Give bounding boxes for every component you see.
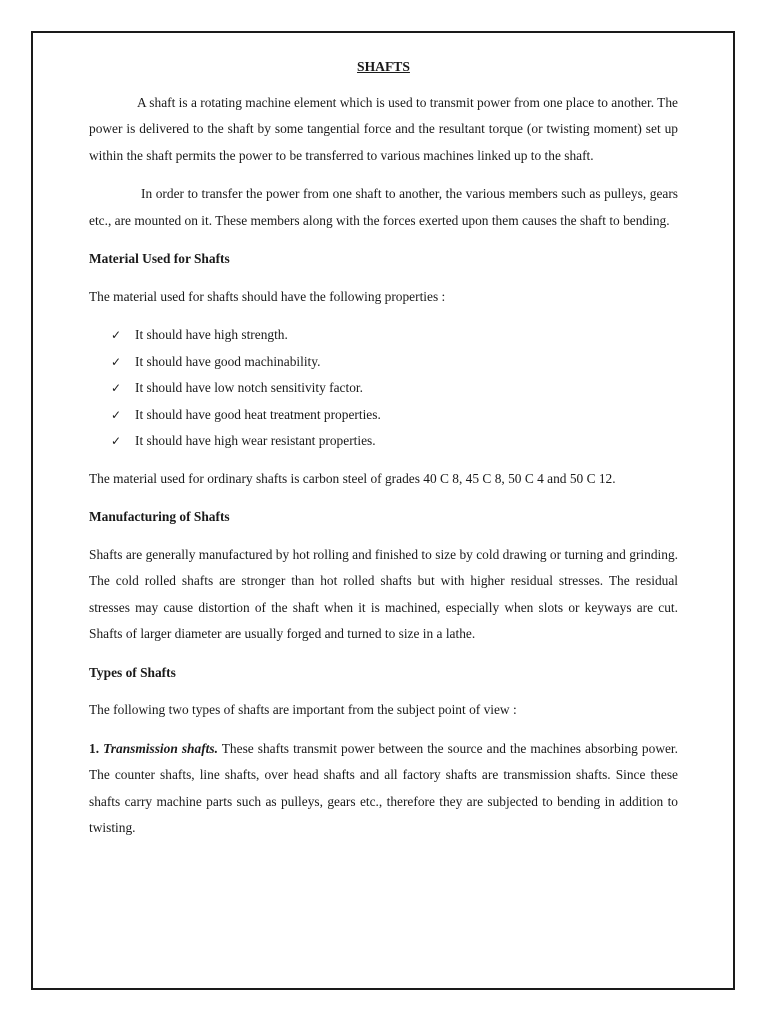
intro-paragraph-1: A shaft is a rotating machine element which is used to transmit power from one place to another. The power is delivered to the shaft by some tangential force and the resultant torque (or twisting moment) set up within the shaft permits the power to be transferred to various machines linked up to the shaft. — [89, 94, 678, 163]
item-number: 1. — [89, 740, 100, 756]
list-item-text: It should have high strength. — [135, 327, 288, 342]
checkmark-icon: ✓ — [111, 354, 122, 369]
list-item — [111, 322, 678, 349]
checkmark-icon: ✓ — [111, 328, 122, 342]
list-item — [111, 375, 678, 402]
material-heading: Material Used for Shafts — [89, 251, 230, 266]
checkmark-icon: ✓ — [111, 434, 122, 448]
list-item-text: It should have good machinability. — [135, 353, 321, 369]
manufacturing-text: Shafts are generally manufactured by hot rolling and finished to size by cold drawing or turning and grinding. The cold rolled shafts are stronger than hot rolled shafts but with higher residual stresses. The residual stresses may cause distortion of the shaft when it is machined, especially when slots or keyways are cut. Shafts of larger diameter are usually forged and turned to size in a lathe. — [89, 546, 678, 641]
list-item-text: It should have good heat treatment properties. — [135, 406, 381, 422]
list-item-text: It should have low notch sensitivity factor. — [135, 380, 363, 395]
list-item — [111, 349, 678, 376]
material-closing: The material used for ordinary shafts is carbon steel of grades 40 C 8, 45 C 8, 50 C 4 and 50 C 12. — [89, 470, 616, 486]
list-item — [111, 402, 678, 429]
checkmark-icon: ✓ — [111, 381, 122, 395]
document-title: SHAFTS — [357, 59, 410, 74]
item-term: Transmission shafts. — [103, 740, 218, 756]
transmission-shafts-paragraph — [89, 736, 678, 842]
material-lead: The material used for shafts should have the following properties : — [89, 288, 446, 304]
intro-paragraph-2: In order to transfer the power from one shaft to another, the various members such as pulleys, gears etc., are mounted on it. These members along with the forces exerted upon them causes the shaft to bending. — [89, 186, 678, 228]
manufacturing-heading: Manufacturing of Shafts — [89, 509, 230, 524]
document-body — [89, 54, 678, 854]
checkmark-icon: ✓ — [111, 407, 122, 422]
material-properties-list — [89, 322, 678, 455]
list-item-text: It should have high wear resistant properties. — [135, 433, 376, 448]
list-item — [111, 428, 678, 455]
item-text: These shafts transmit power between the source and the machines absorbing power. The counter shafts, line shafts, over head shafts and all factory shafts are transmission shafts. Since these shafts carry machine parts such as pulleys, gears etc., therefore they are subjected to bending in addition to twisting. — [89, 740, 678, 835]
types-heading: Types of Shafts — [89, 664, 176, 680]
types-lead: The following two types of shafts are important from the subject point of view : — [89, 702, 517, 717]
